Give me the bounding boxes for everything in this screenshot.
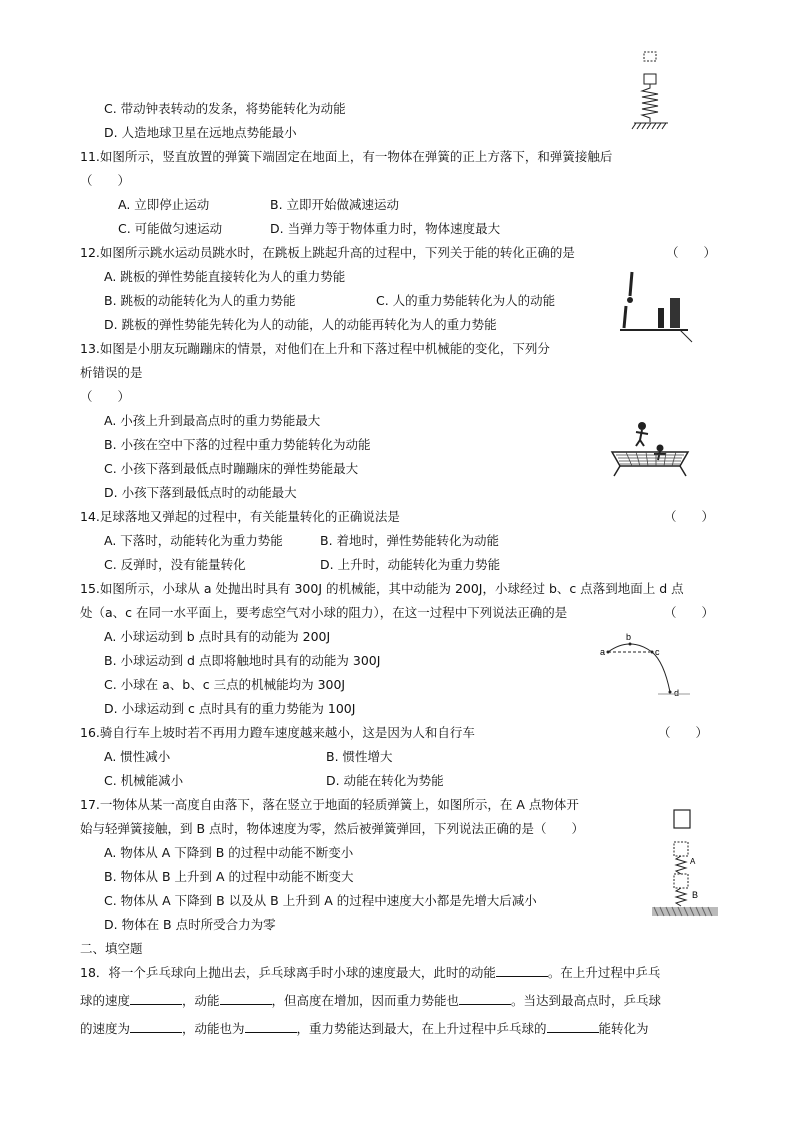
q13-option-b: B. 小孩在空中下落的过程中重力势能转化为动能	[104, 437, 371, 452]
spring	[642, 84, 658, 122]
q16-paren: （ ）	[658, 725, 709, 740]
q17-option-d: D. 物体在 B 点时所受合力为零	[104, 917, 276, 932]
q18-text-3b: ，动能也为	[182, 1021, 245, 1036]
q13-option-d: D. 小孩下落到最低点时的动能最大	[104, 485, 297, 500]
q18-blank-4[interactable]	[459, 992, 511, 1005]
q16-option-a: A. 惯性减小	[104, 749, 171, 764]
child-2-head	[657, 445, 664, 452]
q18-blank-7[interactable]	[547, 1020, 599, 1033]
q18-line-1	[80, 964, 660, 982]
q10-option-c: C. 带动钟表转动的发条，将势能转化为动能	[104, 101, 346, 116]
q18-text-1b: 。在上升过程中乒乓	[547, 965, 661, 980]
label-a: A	[690, 857, 696, 866]
q18-blank-3[interactable]	[220, 992, 272, 1005]
diver-lower	[624, 306, 626, 328]
spring-ab-figure	[648, 806, 722, 920]
board-support	[658, 308, 664, 328]
trampoline-net	[616, 452, 684, 466]
q18-line-2	[80, 992, 661, 1010]
q10-option-d: D. 人造地球卫星在远地点势能最小	[104, 125, 297, 140]
label-b: B	[692, 890, 699, 900]
q11-paren: （ ）	[80, 173, 131, 188]
solid-block	[644, 74, 656, 84]
q12-option-d: D. 跳板的弹性势能先转化为人的动能，人的动能再转化为人的重力势能	[104, 317, 497, 332]
q15-option-d: D. 小球运动到 c 点时具有的重力势能为 100J	[104, 701, 356, 716]
label-c: c	[655, 647, 660, 657]
q16-option-b: B. 惯性增大	[326, 749, 393, 764]
label-a: a	[600, 647, 606, 657]
q12-option-c: C. 人的重力势能转化为人的动能	[376, 293, 556, 308]
q11-option-d: D. 当弹力等于物体重力时，物体速度最大	[270, 221, 501, 236]
q14-option-b: B. 着地时，弹性势能转化为动能	[320, 533, 500, 548]
q14-stem: 14.足球落地又弹起的过程中，有关能量转化的正确说法是	[80, 509, 400, 524]
q18-text-2d: 。当达到最高点时，乒乓球	[511, 993, 662, 1008]
board-ramp	[680, 330, 692, 342]
q12-option-a: A. 跳板的弹性势能直接转化为人的重力势能	[104, 269, 346, 284]
q12-stem: 12.如图所示跳水运动员跳水时，在跳板上跳起升高的过程中，下列关于能的转化正确的是	[80, 245, 575, 260]
child-1-body	[636, 430, 648, 446]
q11-option-a: A. 立即停止运动	[118, 197, 210, 212]
q17-option-a: A. 物体从 A 下降到 B 的过程中动能不断变小	[104, 845, 354, 860]
board-stand	[670, 298, 680, 328]
q13-option-c: C. 小孩下落到最低点时蹦蹦床的弹性势能最大	[104, 461, 359, 476]
block-top	[674, 810, 690, 828]
q14-option-c: C. 反弹时，没有能量转化	[104, 557, 246, 572]
q16-option-d: D. 动能在转化为势能	[326, 773, 444, 788]
q18-line-3	[80, 1020, 649, 1038]
q11-option-c: C. 可能做匀速运动	[118, 221, 223, 236]
child-1-head	[638, 422, 646, 430]
q18-blank-2[interactable]	[130, 992, 182, 1005]
q11-stem: 11.如图所示，竖直放置的弹簧下端固定在地面上，有一物体在弹簧的正上方落下，和弹簧接触后	[80, 149, 613, 164]
q16-stem: 16.骑自行车上坡时若不再用力蹬车速度越来越小，这是因为人和自行车	[80, 725, 475, 740]
q15-option-b: B. 小球运动到 d 点即将触地时具有的动能为 300J	[104, 653, 381, 668]
q12-paren: （ ）	[666, 245, 717, 260]
q14-paren: （ ）	[664, 509, 715, 524]
ground-hatch	[632, 123, 666, 129]
q14-option-d: D. 上升时，动能转化为重力势能	[320, 557, 501, 572]
q18-blank-1[interactable]	[496, 964, 548, 977]
q17-stem-1: 17.一物体从某一高度自由落下，落在竖立于地面的轻质弹簧上，如图所示，在 A 点物体开	[80, 797, 579, 812]
point-b	[629, 643, 632, 646]
q13-paren: （ ）	[80, 389, 131, 404]
trajectory-curve	[608, 644, 670, 692]
q18-text-2b: ，动能	[182, 993, 220, 1008]
q18-blank-6[interactable]	[245, 1020, 297, 1033]
q15-option-c: C. 小球在 a、b、c 三点的机械能均为 300J	[104, 677, 346, 692]
q13-stem-2: 析错误的是	[80, 365, 143, 380]
block-at-b	[674, 874, 688, 888]
label-b: b	[626, 632, 632, 642]
q15-stem-1: 15.如图所示，小球从 a 处抛出时具有 300J 的机械能，其中动能为 200J，小球经过 b、c 点落到地面上 d 点	[80, 581, 684, 596]
label-d: d	[674, 688, 680, 698]
q11-option-b: B. 立即开始做减速运动	[270, 197, 400, 212]
q18-text-3d: 能转化为	[598, 1021, 649, 1036]
diver-head	[627, 297, 633, 303]
spring-block-figure	[628, 48, 676, 132]
q17-option-c: C. 物体从 A 下降到 B 以及从 B 上升到 A 的过程中速度大小都是先增大后减小	[104, 893, 537, 908]
q13-option-a: A. 小孩上升到最高点时的重力势能最大	[104, 413, 321, 428]
q18-text-1a: 18．将一个乒乓球向上抛出去，乒乓球离手时小球的速度最大，此时的动能	[80, 965, 496, 980]
upper-spring	[676, 856, 686, 874]
q17-option-b: B. 物体从 B 上升到 A 的过程中动能不断变大	[104, 869, 354, 884]
q13-stem-1: 13.如图是小朋友玩蹦蹦床的情景，对他们在上升和下落过程中机械能的变化，下列分	[80, 341, 550, 356]
projectile-figure	[598, 630, 694, 702]
q18-text-3a: 的速度为	[80, 1021, 131, 1036]
q12-option-b: B. 跳板的动能转化为人的重力势能	[104, 293, 296, 308]
block-at-a	[674, 842, 688, 856]
diver-figure	[610, 268, 694, 344]
point-c	[651, 651, 654, 654]
q17-stem-2: 始与轻弹簧接触，到 B 点时，物体速度为零，然后被弹簧弹回，下列说法正确的是（ ）	[80, 821, 585, 836]
diver-upper	[630, 272, 632, 296]
dashed-block	[644, 52, 656, 61]
q18-text-2c: ，但高度在增加，因而重力势能也	[271, 993, 460, 1008]
q15-stem-2: 处（a、c 在同一水平面上，要考虑空气对小球的阻力），在这一过程中下列说法正确的是	[80, 605, 568, 620]
trampoline-legs	[614, 466, 686, 476]
lower-spring	[676, 888, 686, 906]
point-d	[669, 691, 672, 694]
q18-text-2a: 球的速度	[80, 993, 131, 1008]
q14-option-a: A. 下落时，动能转化为重力势能	[104, 533, 283, 548]
q18-blank-5[interactable]	[130, 1020, 182, 1033]
point-a	[607, 651, 610, 654]
section-2-title: 二、填空题	[80, 941, 143, 956]
q16-option-c: C. 机械能减小	[104, 773, 184, 788]
q18-text-3c: ，重力势能达到最大，在上升过程中乒乓球的	[296, 1021, 547, 1036]
q15-option-a: A. 小球运动到 b 点时具有的动能为 200J	[104, 629, 331, 644]
trampoline-figure	[606, 418, 694, 480]
q15-paren: （ ）	[664, 605, 715, 620]
